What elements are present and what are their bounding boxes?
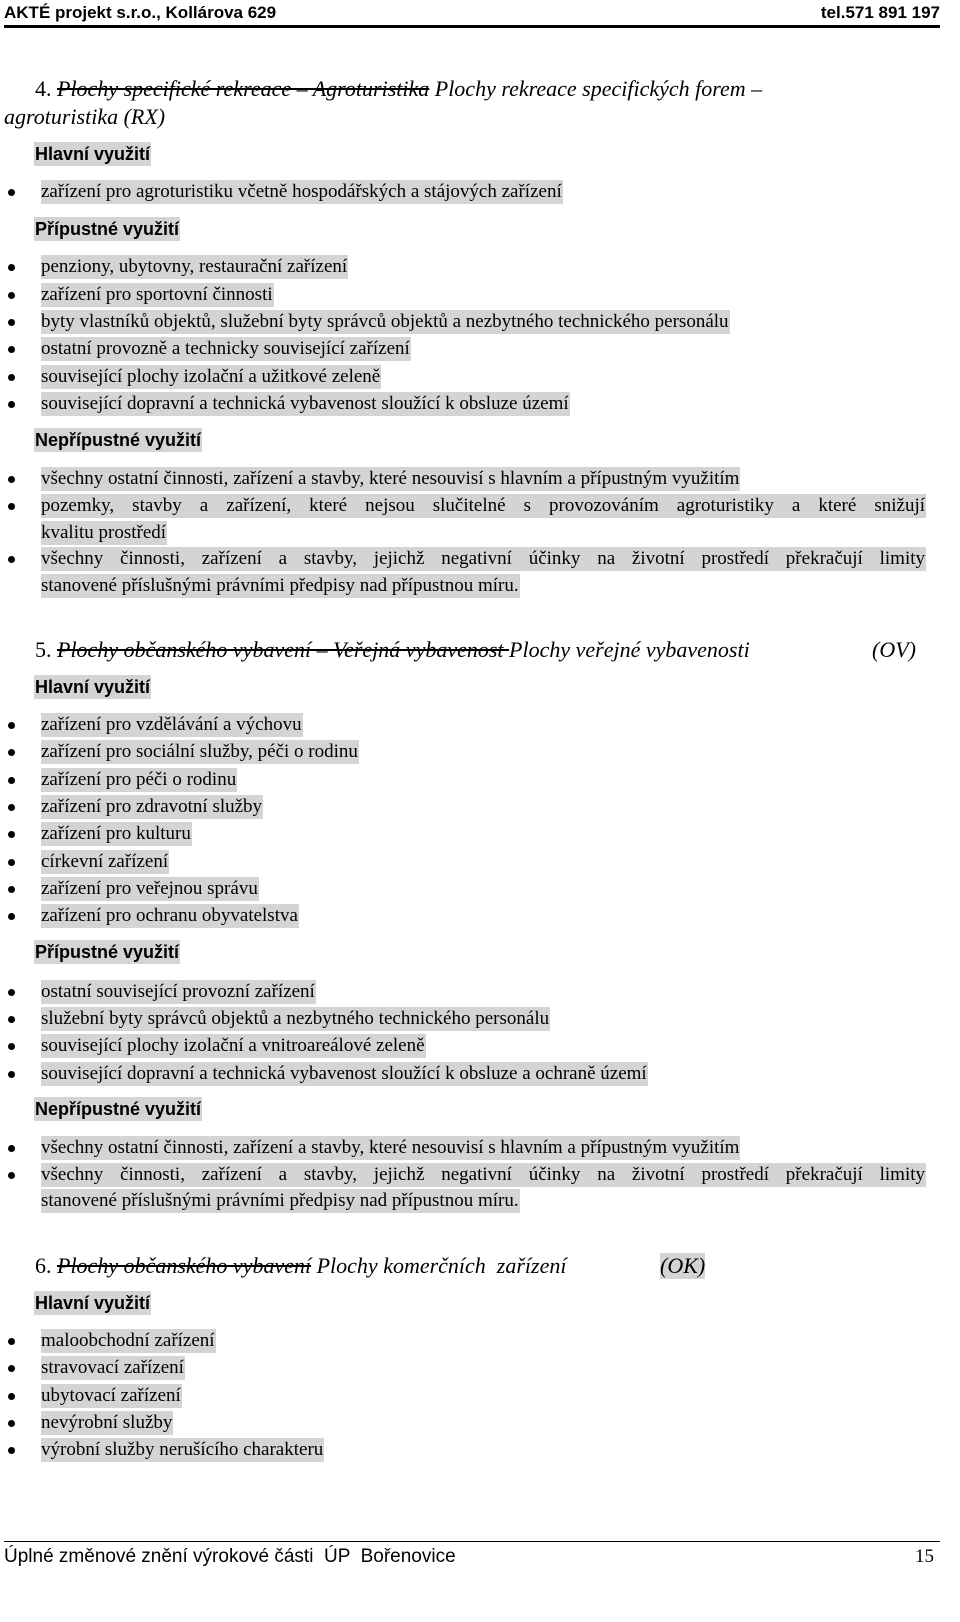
bullet — [8, 292, 15, 299]
list-item: ubytovací zařízení — [8, 1384, 958, 1408]
bullet — [8, 1043, 15, 1050]
bullet — [8, 831, 15, 838]
section-6-struck-title: Plochy občanského vybavení — [57, 1253, 312, 1278]
bullet — [8, 859, 15, 866]
list-item: nevýrobní služby — [8, 1411, 958, 1435]
list-item: penziony, ubytovny, restaurační zařízení — [8, 255, 958, 279]
list-item: zařízení pro sociální služby, péči o rodinu — [8, 740, 958, 764]
bullet — [8, 503, 15, 510]
list-item: církevní zařízení — [8, 850, 958, 874]
section-4-new-title: Plochy rekreace specifických forem – — [434, 76, 763, 101]
bullet — [8, 1172, 15, 1179]
section-4-title-cont: agroturistika (RX) — [4, 104, 166, 129]
list-item: zařízení pro péči o rodinu — [8, 768, 958, 792]
section-5-nonperm-label: Nepřípustné využití — [35, 1099, 202, 1119]
section-5-struck-title: Plochy občanského vybavení – Veřejná vybavenost — [57, 637, 510, 662]
bullet — [8, 374, 15, 381]
list-item: maloobchodní zařízení — [8, 1329, 958, 1353]
list-item: pozemky, stavby a zařízení, které nejsou slučitelné s provozováním agroturistiky a které snižují — [8, 494, 958, 518]
section-5-number: 5. — [35, 637, 52, 662]
bullet — [8, 556, 15, 563]
bullet — [8, 749, 15, 756]
section-6-new-title: Plochy komerčních zařízení — [316, 1253, 567, 1278]
section-5-new-title: Plochy veřejné vybavenosti — [509, 637, 750, 662]
list-item-continuation: stanovené příslušnými právními předpisy nad přípustnou míru. — [41, 1190, 519, 1211]
section-4-perm-label: Přípustné využití — [35, 219, 180, 239]
footer-rule — [4, 1541, 940, 1542]
section-6-code: (OK) — [660, 1253, 706, 1278]
section-5-perm-label: Přípustné využití — [35, 942, 180, 962]
list-item: všechny činnosti, zařízení a stavby, jejichž negativní účinky na životní prostředí překračují limity — [8, 547, 958, 571]
list-item: zařízení pro ochranu obyvatelstva — [8, 904, 958, 928]
list-item: byty vlastníků objektů, služební byty správců objektů a nezbytného technického personálu — [8, 310, 958, 334]
list-item: související plochy izolační a užitkové zeleně — [8, 365, 958, 389]
list-item: související plochy izolační a vnitroareálové zeleně — [8, 1034, 958, 1058]
bullet — [8, 189, 15, 196]
bullet — [8, 722, 15, 729]
bullet — [8, 1420, 15, 1427]
bullet — [8, 346, 15, 353]
list-item: zařízení pro sportovní činnosti — [8, 283, 958, 307]
bullet — [8, 989, 15, 996]
bullet — [8, 1145, 15, 1152]
list-item: služební byty správců objektů a nezbytného technického personálu — [8, 1007, 958, 1031]
bullet — [8, 319, 15, 326]
list-item: zařízení pro agroturistiku včetně hospodářských a stájových zařízení — [8, 180, 958, 204]
section-4-nonperm-label: Nepřípustné využití — [35, 430, 202, 450]
list-item: zařízení pro veřejnou správu — [8, 877, 958, 901]
bullet — [8, 886, 15, 893]
page-number: 15 — [915, 1546, 934, 1567]
bullet — [8, 777, 15, 784]
list-item: všechny ostatní činnosti, zařízení a stavby, které nesouvisí s hlavním a přípustným využitím — [8, 467, 958, 491]
list-item: zařízení pro kulturu — [8, 822, 958, 846]
bullet — [8, 476, 15, 483]
bullet — [8, 804, 15, 811]
bullet — [8, 1071, 15, 1078]
list-item: zařízení pro zdravotní služby — [8, 795, 958, 819]
header-company: AKTÉ projekt s.r.o., Kollárova 629 — [4, 3, 277, 22]
bullet — [8, 1338, 15, 1345]
section-6-title — [35, 1253, 566, 1279]
bullet — [8, 913, 15, 920]
section-4-title — [35, 76, 762, 102]
list-item-continuation: kvalitu prostředí — [41, 522, 167, 543]
list-item: všechny činnosti, zařízení a stavby, jejichž negativní účinky na životní prostředí překračují limity — [8, 1163, 958, 1187]
bullet — [8, 1447, 15, 1454]
list-item: zařízení pro vzdělávání a výchovu — [8, 713, 958, 737]
section-5-title — [35, 637, 750, 663]
footer-title: Úplné změnové znění výrokové části ÚP Bořenovice — [4, 1546, 456, 1567]
list-item: ostatní související provozní zařízení — [8, 980, 958, 1004]
list-item-continuation: stanovené příslušnými právními předpisy nad přípustnou míru. — [41, 575, 519, 596]
header-rule — [4, 25, 940, 28]
section-5-main-label: Hlavní využití — [35, 677, 151, 697]
header-phone: tel.571 891 197 — [820, 3, 940, 22]
section-4-number: 4. — [35, 76, 52, 101]
list-item: související dopravní a technická vybavenost sloužící k obsluze území — [8, 392, 958, 416]
list-item: související dopravní a technická vybavenost sloužící k obsluze a ochraně území — [8, 1062, 958, 1086]
bullet — [8, 1365, 15, 1372]
page-footer — [4, 1546, 940, 1570]
list-item: všechny ostatní činnosti, zařízení a stavby, které nesouvisí s hlavním a přípustným využitím — [8, 1136, 958, 1160]
bullet — [8, 1393, 15, 1400]
section-4-struck-title: Plochy specifické rekreace – Agroturistika — [57, 76, 430, 101]
list-item: výrobní služby nerušícího charakteru — [8, 1438, 958, 1462]
list-item: stravovací zařízení — [8, 1356, 958, 1380]
section-4-main-label: Hlavní využití — [35, 144, 151, 164]
bullet — [8, 264, 15, 271]
bullet — [8, 401, 15, 408]
section-5-code: (OV) — [872, 637, 916, 662]
section-6-number: 6. — [35, 1253, 52, 1278]
bullet — [8, 1016, 15, 1023]
list-item: ostatní provozně a technicky související zařízení — [8, 337, 958, 361]
section-6-main-label: Hlavní využití — [35, 1293, 151, 1313]
page-header — [4, 3, 940, 23]
